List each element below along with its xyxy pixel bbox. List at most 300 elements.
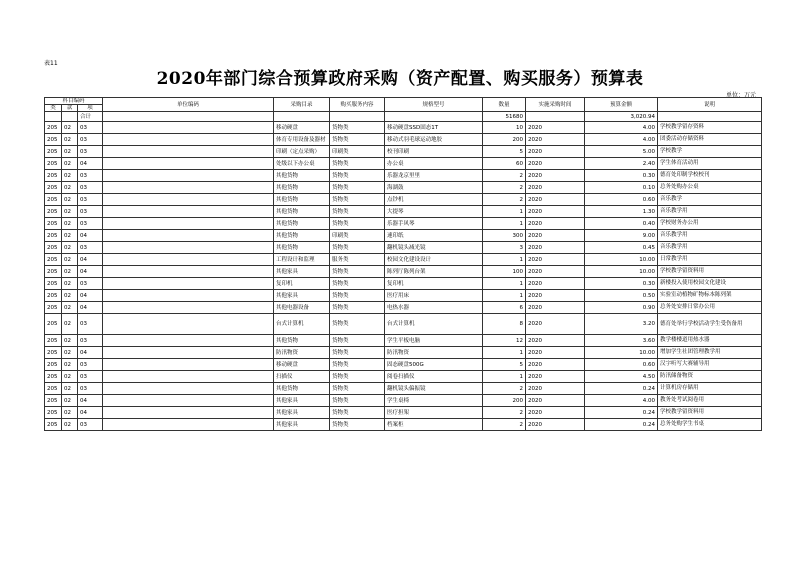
cell-spec: 速印纸: [385, 230, 483, 242]
cell-catalog: 其他货物: [274, 218, 330, 230]
cell-catalog: 其他电器设备: [274, 302, 330, 314]
cell-qty: 8: [483, 314, 526, 335]
cell-note: 日常教学用: [658, 254, 762, 266]
cell-spec: [385, 112, 483, 122]
cell-catalog: 其他货物: [274, 242, 330, 254]
cell-kuan: 02: [62, 206, 78, 218]
cell-qty: 2: [483, 182, 526, 194]
cell-amount: 0.40: [585, 218, 658, 230]
cell-lei: 205: [45, 266, 62, 278]
cell-xiang: 03: [78, 278, 103, 290]
cell-amount: 10.00: [585, 254, 658, 266]
cell-time: 2020: [526, 266, 585, 278]
cell-xiang: 03: [78, 218, 103, 230]
cell-amount: 0.90: [585, 302, 658, 314]
cell-unit-code: [103, 206, 274, 218]
cell-spec: 陈列厅陈列台架: [385, 266, 483, 278]
cell-lei: 205: [45, 395, 62, 407]
cell-unit-code: [103, 182, 274, 194]
cell-kuan: 02: [62, 146, 78, 158]
table-row: [45, 254, 762, 266]
budget-table: [44, 97, 762, 431]
cell-amount: 0.24: [585, 419, 658, 431]
cell-lei: 205: [45, 146, 62, 158]
cell-kuan: 02: [62, 395, 78, 407]
cell-lei: 205: [45, 134, 62, 146]
cell-note: 学校教学留资料用: [658, 407, 762, 419]
cell-kuan: 02: [62, 371, 78, 383]
cell-spec: 点钞机: [385, 194, 483, 206]
cell-note: 增加学生社团管理教学用: [658, 347, 762, 359]
cell-xiang: 04: [78, 230, 103, 242]
table-row: [45, 182, 762, 194]
cell-amount: 4.00: [585, 122, 658, 134]
cell-note: 德育处举行学校活动学生受伤备用: [658, 314, 762, 335]
cell-amount: 0.24: [585, 407, 658, 419]
cell-lei: 205: [45, 158, 62, 170]
cell-note: [658, 112, 762, 122]
cell-unit-code: [103, 383, 274, 395]
cell-service: 货物类: [330, 419, 385, 431]
cell-qty: 1: [483, 347, 526, 359]
cell-catalog: 处级以下办公桌: [274, 158, 330, 170]
cell-kuan: 02: [62, 134, 78, 146]
cell-lei: 205: [45, 407, 62, 419]
cell-catalog: 其他货物: [274, 230, 330, 242]
cell-qty: 5: [483, 359, 526, 371]
total-row: [45, 112, 762, 122]
cell-spec: 防汛物资: [385, 347, 483, 359]
cell-spec: 复印机: [385, 278, 483, 290]
cell-catalog: 其他货物: [274, 206, 330, 218]
cell-catalog: 印刷（定点采购）: [274, 146, 330, 158]
cell-xiang: 03: [78, 335, 103, 347]
cell-catalog: 其他货物: [274, 383, 330, 395]
cell-lei: 205: [45, 170, 62, 182]
cell-service: 货物类: [330, 302, 385, 314]
cell-lei: 205: [45, 230, 62, 242]
total-qty: 51680: [483, 112, 526, 122]
cell-service: 货物类: [330, 170, 385, 182]
cell-service: 货物类: [330, 266, 385, 278]
total-label: 合计: [78, 112, 103, 122]
cell-service: 货物类: [330, 218, 385, 230]
cell-qty: 200: [483, 134, 526, 146]
cell-time: 2020: [526, 206, 585, 218]
unit-label: 单位：万元: [725, 92, 756, 99]
cell-time: 2020: [526, 371, 585, 383]
cell-time: 2020: [526, 122, 585, 134]
cell-service: 印刷类: [330, 230, 385, 242]
cell-qty: 2: [483, 419, 526, 431]
cell-xiang: 03: [78, 170, 103, 182]
cell-time: 2020: [526, 194, 585, 206]
cell-catalog: 台式计算机: [274, 314, 330, 335]
cell-unit-code: [103, 134, 274, 146]
cell-note: 学校教学留资料用: [658, 266, 762, 278]
cell-lei: 205: [45, 278, 62, 290]
header-xiang: 项: [78, 105, 103, 112]
cell-time: 2020: [526, 395, 585, 407]
cell-unit-code: [103, 146, 274, 158]
cell-service: 货物类: [330, 407, 385, 419]
cell-service: 货物类: [330, 158, 385, 170]
cell-service: 服务类: [330, 254, 385, 266]
cell-kuan: 02: [62, 194, 78, 206]
cell-unit-code: [103, 395, 274, 407]
cell-kuan: 02: [62, 314, 78, 335]
cell-unit-code: [103, 254, 274, 266]
cell-qty: 2: [483, 170, 526, 182]
cell-qty: 2: [483, 383, 526, 395]
cell-qty: 60: [483, 158, 526, 170]
cell-amount: 0.45: [585, 242, 658, 254]
table-row: [45, 347, 762, 359]
cell-catalog: 其他货物: [274, 335, 330, 347]
cell-kuan: 02: [62, 230, 78, 242]
cell-time: 2020: [526, 383, 585, 395]
cell-kuan: 02: [62, 278, 78, 290]
cell-note: 总务处购办公桌: [658, 182, 762, 194]
cell-note: 音乐教学用: [658, 230, 762, 242]
cell-qty: 1: [483, 254, 526, 266]
cell-xiang: 04: [78, 158, 103, 170]
table-row: [45, 407, 762, 419]
cell-unit-code: [103, 314, 274, 335]
cell-spec: 校刊印刷: [385, 146, 483, 158]
cell-qty: 5: [483, 146, 526, 158]
cell-time: 2020: [526, 218, 585, 230]
cell-spec: 移动硬盘SSD固态1T: [385, 122, 483, 134]
cell-time: 2020: [526, 134, 585, 146]
cell-catalog: 其他家具: [274, 266, 330, 278]
table-number: 表11: [44, 60, 58, 67]
cell-spec: 医疗用床: [385, 290, 483, 302]
cell-lei: 205: [45, 218, 62, 230]
cell-lei: 205: [45, 122, 62, 134]
cell-amount: 0.30: [585, 278, 658, 290]
cell-catalog: 复印机: [274, 278, 330, 290]
cell-qty: 3: [483, 242, 526, 254]
cell-service: 货物类: [330, 278, 385, 290]
cell-catalog: 工程设计和监理: [274, 254, 330, 266]
cell-time: 2020: [526, 314, 585, 335]
cell-kuan: 02: [62, 335, 78, 347]
cell-amount: 3.20: [585, 314, 658, 335]
cell-qty: 1: [483, 218, 526, 230]
cell-note: 音乐教学用: [658, 206, 762, 218]
header-subject-code: 科目编码: [45, 98, 103, 105]
cell-lei: 205: [45, 371, 62, 383]
cell-kuan: 02: [62, 158, 78, 170]
cell-lei: 205: [45, 290, 62, 302]
cell-qty: 1: [483, 278, 526, 290]
cell-service: 货物类: [330, 359, 385, 371]
cell-spec: 学生桌椅: [385, 395, 483, 407]
cell-unit-code: [103, 278, 274, 290]
cell-kuan: 02: [62, 170, 78, 182]
cell-xiang: 03: [78, 419, 103, 431]
total-amount: 3,020.94: [585, 112, 658, 122]
cell-spec: 阅卷扫描仪: [385, 371, 483, 383]
table-row: [45, 314, 762, 335]
cell-note: 防汛储备物资: [658, 371, 762, 383]
cell-spec: 翻机镜头偏振镜: [385, 383, 483, 395]
cell-xiang: 04: [78, 266, 103, 278]
cell-service: 货物类: [330, 371, 385, 383]
cell-note: 团委活动存储资料: [658, 134, 762, 146]
cell-note: 学校财务办公用: [658, 218, 762, 230]
cell-xiang: 04: [78, 290, 103, 302]
cell-spec: 电热水器: [385, 302, 483, 314]
cell-xiang: 03: [78, 122, 103, 134]
cell-spec: 档案柜: [385, 419, 483, 431]
table-row: [45, 290, 762, 302]
cell-qty: 100: [483, 266, 526, 278]
cell-note: 汉字听写大赛辅导用: [658, 359, 762, 371]
table-row: [45, 383, 762, 395]
cell-amount: 10.00: [585, 266, 658, 278]
cell-lei: 205: [45, 383, 62, 395]
cell-spec: 乐器龙京里里: [385, 170, 483, 182]
cell-lei: 205: [45, 182, 62, 194]
cell-amount: 4.00: [585, 395, 658, 407]
cell-xiang: 04: [78, 395, 103, 407]
cell-time: 2020: [526, 419, 585, 431]
header-unit-code: 单位编码: [103, 98, 274, 112]
cell-note: 学校教学: [658, 146, 762, 158]
header-kuan: 款: [62, 105, 78, 112]
header-row: [45, 98, 762, 105]
cell-catalog: 其他货物: [274, 170, 330, 182]
cell-time: 2020: [526, 335, 585, 347]
table-row: [45, 266, 762, 278]
table-row: [45, 170, 762, 182]
cell-spec: 固态硬盘500G: [385, 359, 483, 371]
cell-service: 印刷类: [330, 146, 385, 158]
cell-note: 学生体育活动用: [658, 158, 762, 170]
cell-time: 2020: [526, 359, 585, 371]
cell-kuan: 02: [62, 407, 78, 419]
cell-time: 2020: [526, 254, 585, 266]
cell-qty: 2: [483, 194, 526, 206]
cell-kuan: 02: [62, 242, 78, 254]
table-row: [45, 194, 762, 206]
cell-spec: 翻机镜头减光镜: [385, 242, 483, 254]
cell-catalog: 防汛物资: [274, 347, 330, 359]
table-row: [45, 371, 762, 383]
cell-catalog: 移动硬盘: [274, 359, 330, 371]
cell-qty: 10: [483, 122, 526, 134]
cell-xiang: 03: [78, 314, 103, 335]
cell-kuan: [62, 112, 78, 122]
cell-note: 实验室动植物矿物标本陈列架: [658, 290, 762, 302]
cell-note: 总务处购学生书桌: [658, 419, 762, 431]
cell-service: 货物类: [330, 182, 385, 194]
cell-service: 货物类: [330, 335, 385, 347]
cell-amount: 2.40: [585, 158, 658, 170]
cell-unit-code: [103, 122, 274, 134]
cell-kuan: 02: [62, 419, 78, 431]
cell-unit-code: [103, 335, 274, 347]
cell-xiang: 03: [78, 134, 103, 146]
header-lei: 类: [45, 105, 62, 112]
cell-catalog: 其他货物: [274, 182, 330, 194]
cell-note: 教学楼楼道用热水器: [658, 335, 762, 347]
table-row: [45, 242, 762, 254]
table-row: [45, 230, 762, 242]
cell-catalog: 扫描仪: [274, 371, 330, 383]
cell-spec: 学生平板电脑: [385, 335, 483, 347]
cell-time: 2020: [526, 302, 585, 314]
cell-time: 2020: [526, 146, 585, 158]
header-time: 实施采购时间: [526, 98, 585, 112]
cell-unit-code: [103, 407, 274, 419]
cell-unit-code: [103, 218, 274, 230]
cell-unit-code: [103, 347, 274, 359]
cell-time: 2020: [526, 230, 585, 242]
cell-time: [526, 112, 585, 122]
cell-qty: 1: [483, 206, 526, 218]
cell-time: 2020: [526, 290, 585, 302]
cell-qty: 2: [483, 407, 526, 419]
cell-catalog: 体育专用设备及器材: [274, 134, 330, 146]
table-row: [45, 419, 762, 431]
cell-kuan: 02: [62, 302, 78, 314]
cell-catalog: 其他家具: [274, 407, 330, 419]
cell-kuan: 02: [62, 347, 78, 359]
table-row: [45, 278, 762, 290]
table-row: [45, 218, 762, 230]
cell-amount: 3.60: [585, 335, 658, 347]
cell-time: 2020: [526, 170, 585, 182]
cell-unit-code: [103, 266, 274, 278]
cell-note: 德育处印制学校校刊: [658, 170, 762, 182]
cell-qty: 1: [483, 371, 526, 383]
table-row: [45, 302, 762, 314]
table-row: [45, 395, 762, 407]
cell-amount: 4.50: [585, 371, 658, 383]
cell-spec: 海湖鼓: [385, 182, 483, 194]
cell-service: 货物类: [330, 206, 385, 218]
cell-catalog: [274, 112, 330, 122]
header-note: 说明: [658, 98, 762, 112]
cell-lei: 205: [45, 254, 62, 266]
cell-unit-code: [103, 419, 274, 431]
page-title: 2020年部门综合预算政府采购（资产配置、购买服务）预算表: [156, 69, 644, 89]
cell-unit-code: [103, 371, 274, 383]
cell-xiang: 04: [78, 407, 103, 419]
cell-unit-code: [103, 290, 274, 302]
cell-note: 新楼投入使用校园文化建设: [658, 278, 762, 290]
cell-xiang: 03: [78, 182, 103, 194]
cell-time: 2020: [526, 278, 585, 290]
cell-unit-code: [103, 194, 274, 206]
cell-note: 音乐教学用: [658, 242, 762, 254]
cell-unit-code: [103, 112, 274, 122]
cell-amount: 0.50: [585, 290, 658, 302]
header-catalog: 采购目录: [274, 98, 330, 112]
cell-lei: [45, 112, 62, 122]
cell-spec: 大提琴: [385, 206, 483, 218]
table-row: [45, 359, 762, 371]
cell-amount: 0.60: [585, 359, 658, 371]
cell-unit-code: [103, 359, 274, 371]
cell-spec: 校园文化建设设计: [385, 254, 483, 266]
cell-catalog: 其他家具: [274, 290, 330, 302]
header-service: 购买服务内容: [330, 98, 385, 112]
cell-lei: 205: [45, 242, 62, 254]
table-row: [45, 146, 762, 158]
cell-xiang: 03: [78, 194, 103, 206]
cell-note: 计算机房存储用: [658, 383, 762, 395]
cell-amount: 10.00: [585, 347, 658, 359]
header-amount: 预算金额: [585, 98, 658, 112]
table-row: [45, 335, 762, 347]
cell-xiang: 03: [78, 146, 103, 158]
cell-time: 2020: [526, 158, 585, 170]
cell-service: [330, 112, 385, 122]
cell-xiang: 03: [78, 371, 103, 383]
cell-time: 2020: [526, 347, 585, 359]
cell-spec: 乐器手风琴: [385, 218, 483, 230]
cell-service: 货物类: [330, 314, 385, 335]
cell-qty: 200: [483, 395, 526, 407]
cell-note: 学校教学留存资料: [658, 122, 762, 134]
cell-spec: 移动式羽毛球运动地胶: [385, 134, 483, 146]
header-spec: 规格型号: [385, 98, 483, 112]
cell-catalog: 其他货物: [274, 194, 330, 206]
cell-service: 货物类: [330, 242, 385, 254]
cell-time: 2020: [526, 242, 585, 254]
cell-service: 货物类: [330, 395, 385, 407]
table-row: [45, 158, 762, 170]
cell-kuan: 02: [62, 383, 78, 395]
cell-kuan: 02: [62, 218, 78, 230]
cell-service: 货物类: [330, 347, 385, 359]
cell-lei: 205: [45, 194, 62, 206]
cell-time: 2020: [526, 182, 585, 194]
cell-spec: 医疗担架: [385, 407, 483, 419]
cell-xiang: 03: [78, 242, 103, 254]
cell-note: 总务处安排日常办公用: [658, 302, 762, 314]
cell-catalog: 其他家具: [274, 395, 330, 407]
cell-service: 货物类: [330, 194, 385, 206]
cell-spec: 办公桌: [385, 158, 483, 170]
cell-service: 货物类: [330, 383, 385, 395]
cell-xiang: 03: [78, 383, 103, 395]
cell-unit-code: [103, 302, 274, 314]
cell-lei: 205: [45, 206, 62, 218]
cell-qty: 6: [483, 302, 526, 314]
cell-amount: 0.30: [585, 170, 658, 182]
cell-xiang: 04: [78, 254, 103, 266]
cell-lei: 205: [45, 335, 62, 347]
cell-service: 货物类: [330, 290, 385, 302]
cell-kuan: 02: [62, 122, 78, 134]
cell-kuan: 02: [62, 266, 78, 278]
cell-amount: 5.00: [585, 146, 658, 158]
cell-unit-code: [103, 158, 274, 170]
cell-spec: 台式计算机: [385, 314, 483, 335]
cell-amount: 1.30: [585, 206, 658, 218]
header-qty: 数量: [483, 98, 526, 112]
cell-time: 2020: [526, 407, 585, 419]
table-row: [45, 134, 762, 146]
cell-qty: 1: [483, 290, 526, 302]
cell-xiang: 04: [78, 347, 103, 359]
cell-lei: 205: [45, 347, 62, 359]
